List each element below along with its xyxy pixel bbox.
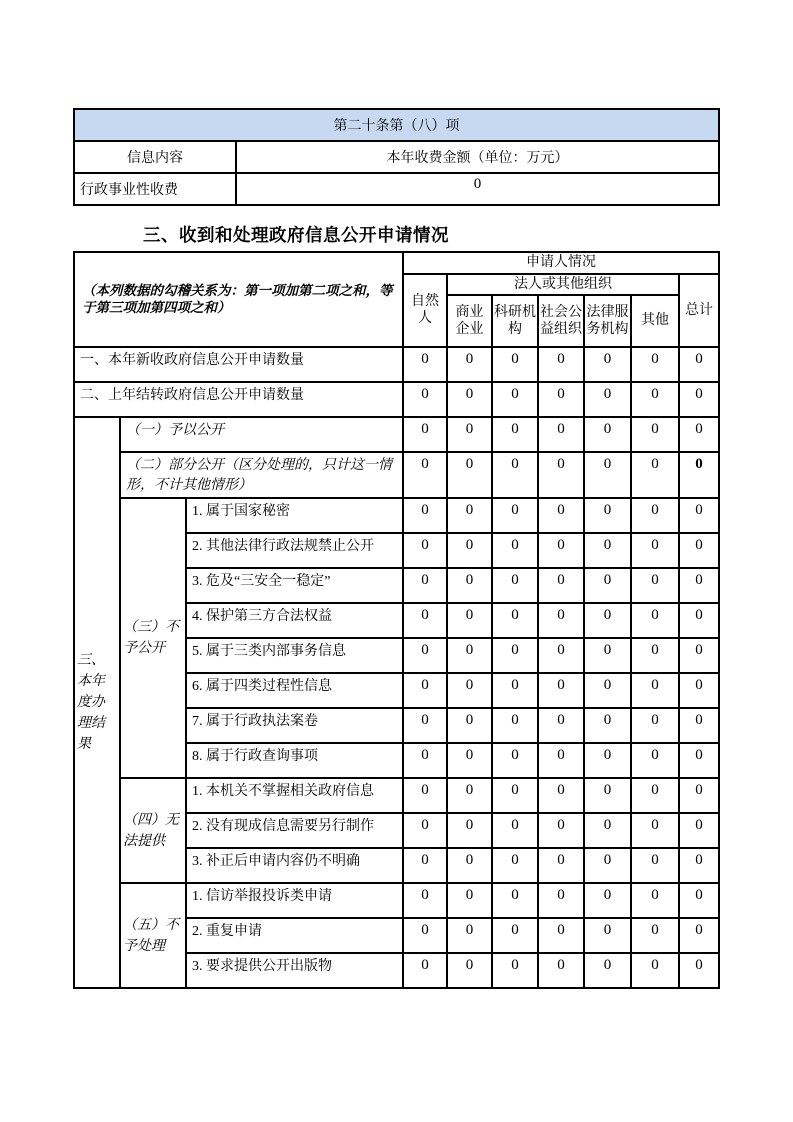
value-cell: 0 [584,673,631,708]
value-cell: 0 [679,743,719,778]
value-cell: 0 [631,452,679,498]
value-cell: 0 [631,382,679,417]
fee-row [74,141,719,173]
value-cell: 0 [403,848,447,883]
section-title: 三、收到和处理政府信息公开申请情况 [143,225,449,245]
value-cell: 0 [492,708,538,743]
value-cell: 0 [403,813,447,848]
value-cell: 0 [538,778,584,813]
value-cell: 0 [492,452,538,498]
header-org-col: 其他 [631,295,679,347]
header-org-col: 商业企业 [447,295,492,347]
value-cell: 0 [447,533,492,568]
value-cell: 0 [447,347,492,382]
value-cell: 0 [631,848,679,883]
value-cell: 0 [538,673,584,708]
value-cell: 0 [403,953,447,988]
value-cell: 0 [631,778,679,813]
value-cell: 0 [679,918,719,953]
header-org-col: 法律服务机构 [584,295,631,347]
header-applicant-group: 申请人情况 [403,252,719,274]
value-cell: 0 [538,883,584,918]
fee-row-value: 本年收费金额（单位：万元） [236,141,719,173]
row-label: 1. 属于国家秘密 [186,498,403,533]
value-cell: 0 [492,603,538,638]
value-cell: 0 [403,533,447,568]
row-label: （一）予以公开 [120,417,403,452]
row-label: 4. 保护第三方合法权益 [186,603,403,638]
value-cell: 0 [403,382,447,417]
value-cell: 0 [403,603,447,638]
value-cell: 0 [631,417,679,452]
value-cell: 0 [584,382,631,417]
row-label: 二、上年结转政府信息公开申请数量 [74,382,403,417]
value-cell: 0 [679,883,719,918]
row-label: 1. 本机关不掌握相关政府信息 [186,778,403,813]
value-cell: 0 [679,848,719,883]
value-cell: 0 [679,708,719,743]
fee-row [74,173,719,205]
row-label: 一、本年新收政府信息公开申请数量 [74,347,403,382]
value-cell: 0 [584,638,631,673]
value-cell: 0 [492,347,538,382]
value-cell: 0 [584,603,631,638]
value-cell: 0 [679,417,719,452]
request-table-body [74,347,719,988]
value-cell: 0 [538,498,584,533]
value-cell: 0 [538,603,584,638]
value-cell: 0 [631,673,679,708]
value-cell: 0 [538,918,584,953]
value-cell: 0 [492,533,538,568]
fee-row-label: 行政事业性收费 [74,173,236,205]
value-cell: 0 [584,953,631,988]
value-cell: 0 [492,813,538,848]
row-group-label: （四）无法提供 [120,778,186,883]
header-org-col: 社会公益组织 [538,295,584,347]
value-cell: 0 [631,708,679,743]
value-cell: 0 [631,638,679,673]
value-cell: 0 [403,417,447,452]
value-cell: 0 [447,848,492,883]
table-row [74,347,719,382]
row-label: 6. 属于四类过程性信息 [186,673,403,708]
header-org-col: 科研机构 [492,295,538,347]
value-cell: 0 [447,417,492,452]
value-cell: 0 [447,498,492,533]
value-cell: 0 [679,778,719,813]
value-cell: 0 [679,498,719,533]
value-cell: 0 [631,568,679,603]
row-label: 3. 要求提供公开出版物 [186,953,403,988]
value-cell: 0 [679,673,719,708]
row-group-label: （三）不予公开 [120,498,186,778]
value-cell: 0 [492,778,538,813]
row-group-label: 三、本年度办理结果 [74,417,120,988]
request-table [73,251,720,989]
value-cell: 0 [492,883,538,918]
value-cell: 0 [631,883,679,918]
header-legal-org: 法人或其他组织 [447,274,679,296]
value-cell: 0 [447,673,492,708]
row-label: 3. 危及“三安全一稳定” [186,568,403,603]
row-label: 8. 属于行政查询事项 [186,743,403,778]
value-cell: 0 [538,533,584,568]
value-cell: 0 [538,347,584,382]
value-cell: 0 [584,568,631,603]
value-cell: 0 [447,743,492,778]
value-cell: 0 [447,918,492,953]
value-cell: 0 [492,568,538,603]
fee-table-header-row [74,109,719,141]
fee-table-header-cell: 第二十条第（八）项 [74,109,719,141]
value-cell: 0 [403,498,447,533]
header-row [74,252,719,274]
value-cell: 0 [403,743,447,778]
row-label: 2. 重复申请 [186,918,403,953]
value-cell: 0 [403,638,447,673]
value-cell: 0 [584,778,631,813]
value-cell: 0 [492,743,538,778]
value-cell: 0 [403,918,447,953]
value-cell: 0 [538,708,584,743]
value-cell: 0 [631,498,679,533]
value-cell: 0 [584,417,631,452]
value-cell: 0 [492,673,538,708]
value-cell: 0 [584,813,631,848]
value-cell: 0 [538,743,584,778]
value-cell: 0 [403,347,447,382]
value-cell: 0 [492,382,538,417]
table-row [74,778,719,813]
value-cell: 0 [584,848,631,883]
value-cell: 0 [584,708,631,743]
value-cell: 0 [447,813,492,848]
value-cell: 0 [631,603,679,638]
value-cell: 0 [403,708,447,743]
value-cell: 0 [538,417,584,452]
value-cell: 0 [679,382,719,417]
value-cell: 0 [447,883,492,918]
value-cell: 0 [584,452,631,498]
value-cell: 0 [447,708,492,743]
table-row [74,883,719,918]
value-cell: 0 [447,638,492,673]
header-total: 总计 [679,274,719,348]
value-cell: 0 [492,498,538,533]
value-cell: 0 [403,883,447,918]
value-cell: 0 [447,382,492,417]
value-cell: 0 [492,918,538,953]
table-row [74,417,719,452]
value-cell: 0 [679,452,719,498]
value-cell: 0 [584,918,631,953]
value-cell: 0 [538,382,584,417]
row-label: 7. 属于行政执法案卷 [186,708,403,743]
value-cell: 0 [403,452,447,498]
value-cell: 0 [679,347,719,382]
value-cell: 0 [447,452,492,498]
value-cell: 0 [538,452,584,498]
value-cell: 0 [679,813,719,848]
value-cell: 0 [447,778,492,813]
value-cell: 0 [584,347,631,382]
request-table-note: （本列数据的勾稽关系为：第一项加第二项之和，等于第三项加第四项之和） [74,252,403,347]
value-cell: 0 [538,813,584,848]
table-row [74,382,719,417]
value-cell: 0 [492,417,538,452]
row-label: 2. 其他法律行政法规禁止公开 [186,533,403,568]
value-cell: 0 [584,743,631,778]
fee-table [73,108,720,206]
fee-row-value: 0 [236,173,719,205]
table-row [74,498,719,533]
value-cell: 0 [538,848,584,883]
row-label: （二）部分公开（区分处理的，只计这一情形，不计其他情形） [120,452,403,498]
value-cell: 0 [492,848,538,883]
value-cell: 0 [584,883,631,918]
value-cell: 0 [403,778,447,813]
value-cell: 0 [538,638,584,673]
value-cell: 0 [403,568,447,603]
value-cell: 0 [631,533,679,568]
value-cell: 0 [631,743,679,778]
value-cell: 0 [447,953,492,988]
fee-row-label: 信息内容 [74,141,236,173]
value-cell: 0 [403,673,447,708]
value-cell: 0 [631,953,679,988]
value-cell: 0 [447,568,492,603]
value-cell: 0 [492,638,538,673]
header-natural-person: 自然人 [403,274,447,348]
row-group-label: （五）不予处理 [120,883,186,988]
value-cell: 0 [584,533,631,568]
value-cell: 0 [679,953,719,988]
value-cell: 0 [538,568,584,603]
value-cell: 0 [679,533,719,568]
value-cell: 0 [631,813,679,848]
value-cell: 0 [679,603,719,638]
value-cell: 0 [631,347,679,382]
value-cell: 0 [447,603,492,638]
value-cell: 0 [679,638,719,673]
row-label: 3. 补正后申请内容仍不明确 [186,848,403,883]
row-label: 1. 信访举报投诉类申请 [186,883,403,918]
value-cell: 0 [492,953,538,988]
row-label: 2. 没有现成信息需要另行制作 [186,813,403,848]
value-cell: 0 [631,918,679,953]
table-row [74,452,719,498]
value-cell: 0 [538,953,584,988]
row-label: 5. 属于三类内部事务信息 [186,638,403,673]
value-cell: 0 [584,498,631,533]
value-cell: 0 [679,568,719,603]
